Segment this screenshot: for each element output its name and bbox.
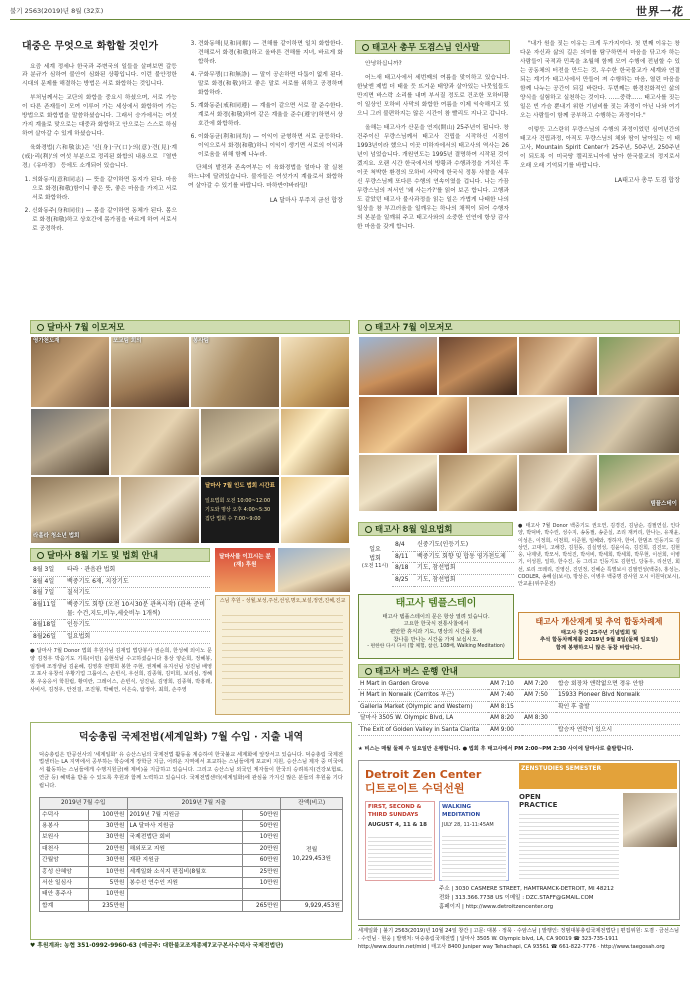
article1-column2: [188, 40, 343, 205]
table-row: 간월암 30만원 재판 지원금 60만원: [40, 855, 343, 866]
photo-temple-roof: [358, 396, 468, 454]
article1-paragraph: 육화경법(六和敬法)은 '신(身)·구(口)·의(意)·견(見)·계(戒)·리(利)'의 여섯 부분으로 정리된 화합의 내용으로 『열반경』《유마경》 등에도 소개되어 있습니다.: [22, 145, 177, 170]
table-row: 합계 235만원 265만원 9,929,453원: [40, 900, 343, 911]
photos1-gallery: [30, 336, 350, 544]
table-row: Galleria Market (Olympic and Western) AM 8:15 확인 후 출발: [358, 701, 680, 712]
table-row: H Mart in Garden Grove AM 7:10 AM 7:20 합승 회장차 앤락없으면 경유 안함: [358, 679, 680, 690]
photo-group: [598, 336, 680, 396]
schedule-tg-title: 태고사 8월 일요법회: [375, 525, 453, 535]
photo-group: [200, 408, 280, 476]
article2-paragraph: 이렇듯 고스란히 무량스님의 수행의 과정이었던 심여년간의 태고사 건립과정, 아직도 무량스님의 체와 땀이 남아있는 이 태고사, Mountain Spirit Center가 25주년, 50주년, 250주년이 되도록 이 미국땅 캘리포니아에 남아 한국불교의 정지로서 오래 오래 기억되기를 바랍니다.: [520, 126, 680, 169]
article1-title: 대중은 무엇으로 화합할 것인가: [22, 41, 159, 52]
article1-item: 5. 계화동준(戒和同遵) — 계율이 같으면 서로 잘 준수한다. 계로서 화경(和敬)하여 같은 계율을 준수(遵守)하면서 상호간에 화합하라.: [198, 102, 343, 129]
bus-section-bar: [358, 664, 680, 678]
bus-title: 태고사 버스 운행 안내: [375, 667, 458, 677]
schedule-dm-section-bar: [30, 548, 210, 562]
photo-hall: [280, 336, 350, 408]
table-row: 8/11 백중기도 회향 및 합동 영가천도제: [392, 551, 514, 563]
article2-paragraph: 어느새 태고사에서 세번째의 여름을 맞이하고 있습니다. 한낮엔 제법 더 태울 듯 뜨거운 태양과 살아있는 나뭇잎들도 만지면 바스락 소리를 내며 부서질 정도로 건조한 모하비황이 일상인 모하비 사막의 화합한 여름을 이제 익숙해지고 있으니 그러 불편하지는 않은 시간이 참 빨리도 지나고 갑니다.: [357, 74, 509, 117]
article2-signature: LA태고사 총무 도겸 합장: [614, 176, 680, 184]
page-footer: 세계일화 | 불기 2563(2019)년 10월 24일 창간 | 고문: 대봉 · 정묵 · 수암스님 | 발행인: 정범대봉총림국제전법단 | 편집위원: 도겸 · 금선스님 · 수연님 · 현웅 | 발행처: 덕숭총림국제전법 | 달마사 3505 W. Olympic blvd, LA, CA 90019 ☎ 323-735-1911 http://www.dourin.net/mid | 태고사 8400 Juniper way Tehachapi, CA 93561 ☎ 661-822-7776 · http://www.taegosah.org: [358, 925, 680, 951]
article2-paragraph: 안녕하십니까?: [365, 61, 402, 67]
finance-box: [30, 722, 352, 940]
photo-memorial: 영가천도재: [30, 336, 110, 408]
photos1-section-title: 달마사 7월 이모저모: [47, 323, 125, 333]
table-row: 8월11일 백중기도 회향 (오전 10시30분 관욕시작) (관욕 준비물: 수건,지도,비누,세숫비누 1개씩): [30, 600, 210, 620]
photo-hall: [438, 336, 518, 396]
dharma-board-list: [215, 595, 350, 715]
sign-title: 달마사 7월 인도 법회 시간표: [205, 483, 275, 489]
article2-paragraph: "내가 원을 짓는 이유는 크게 두가지이다. 첫 번째 이유는 창다운 자신과 삶의 길은 의미를 탐구하면서 마음을 닦고자 하는 사람들이 국적과 민족을 초월해 함께 모여 수행에 전념할 수 있는 공동체의 터전을 만드는 것, 우수한 한국불교가 세계와 연결되는 계기가 태고사에서 만들어 져 수행하는 마음, 열린 마음을 함께 나누는 공간이 되길 바란다. 두번째는 환경친화적인 삶의 양식을 실험하고 실천하는 것이다. ......중략...... 태고사를 짓는 일은 빈 가슴 뿐내기 위한 기념비를 짓는 과정이 아닌 나와 여기 오는 사람들이 함께 공부하고 수행하는 과정이다.": [520, 41, 680, 119]
finance-title: 덕숭총림 국제전법(세계일화) 7월 수입 · 지출 내역: [78, 732, 304, 743]
photo-templestay: 템플스테이: [598, 454, 680, 512]
page-header: [10, 6, 690, 20]
finance-table: 2019년 7월 수입 2019년 7월 지출 잔액(비고) 수덕사 100만원 2019년 7월 지원금 50만원 전월 10,229,453원 용봉사 30만원 LA 달마사 지원금 50만원 보원사 30만원 국제전법단 회비 10만원 대천사 20만원 해외포교 지원 20만원 간월암 30만원 재판 지원금 60만원 홍성 산혜암 10만원 세계일화 소식지 편집비(8월호 25만원 서산 일심사 5만원 봉수선 연수인 지원 10만원 태안 흥주사 10만원 합계 235만원 265만원 9,929,453원: [39, 797, 343, 912]
page-info: 불기 2563(2019)년 8월 (32호): [10, 7, 104, 15]
templestay-box: [358, 594, 514, 659]
zen-semester-banner: ZENSTUDIES SEMESTER: [519, 763, 677, 789]
templestay-lines: 태고사 템플스테이의 문은 항상 열려 있습니다. 고요한 한국식 전통사찰에서 편안한 휴식과 기도, 명상의 시간을 통해 참나를 만나는 시간을 가져 보십시오. - 편한한 다시 다시 (합 체험, 참선, 108배, Walking Meditation): [367, 613, 505, 650]
table-row: 용봉사 30만원 LA 달마사 지원금 50만원: [40, 820, 343, 831]
table-row: 8/18 기도, 참선법회: [392, 563, 514, 575]
photo-group: [438, 454, 518, 512]
photo-group: [568, 396, 680, 454]
photos2-gallery: [358, 336, 680, 512]
article1-item: 1. 의화동지(意和同志) — 뜻을 같이하면 동지가 된다. 마음으로 화경(和敬)함이니 좋은 뜻, 좋은 마음을 가지고 서로서로 화합하라.: [32, 176, 177, 203]
photos2-section-bar: [358, 320, 680, 334]
article1-column1: [22, 40, 177, 238]
table-row: 보원사 30만원 국제전법단 회비 10만원: [40, 832, 343, 843]
table-row: 8/4 신중기도(인등기도): [392, 540, 514, 551]
circle-icon: [365, 324, 372, 331]
photo-volunteers: 봉사팀: [190, 336, 280, 408]
photo-group: [120, 476, 200, 544]
zen-title-en: Detroit Zen Center: [365, 768, 482, 781]
zen-open-practice: OPEN PRACTICE: [519, 793, 558, 810]
schedule-dm-title: 달마사 8월 기도 및 법회 안내: [47, 551, 159, 561]
article1-item: 3. 견화동해(見和同解) — 견해를 같이하면 일치 화합한다. 견해로서 화경(和敬)하고 올바른 견해를 지녀, 바르게 화합하라.: [198, 40, 343, 67]
zen-text-lines: [442, 833, 506, 883]
photo-temple: [358, 336, 438, 396]
table-row: 서산 일심사 5만원 봉수선 연수인 지원 10만원: [40, 877, 343, 888]
dharma-board-sub: 스님 후원 - 성월,보성,주선,선성,명오,보설,정연,진혜,진교: [219, 598, 346, 604]
schedule-tg-table: [392, 540, 514, 587]
photo-group: [30, 408, 110, 476]
photo-zen-center: [623, 793, 677, 847]
bus-table: [358, 679, 680, 736]
article2-column2: [520, 40, 680, 185]
article2-column1: [357, 60, 509, 237]
photo-meeting: 포교팀 회의: [110, 336, 190, 408]
article1-paragraph: 단체의 발전과 존속여부는 이 육화경법을 얼마나 잘 실천하느냐에 달려있습니다. 불자들은 여섯가지 계율로서 화합하여 살아갈 수 있기를 바랍니다. 마하반야바라밀!: [188, 164, 343, 189]
dharma-board-lines: [222, 609, 343, 704]
photo-altar: [280, 408, 350, 476]
zen-sundays-box: FIRST, SECOND & THIRD SUNDAYS AUGUST 4, 11 & 18: [365, 801, 435, 881]
photo-group: [518, 454, 598, 512]
zen-walking-box: WALKING MEDITATION JULY 28, 11-11:45AM: [439, 801, 509, 881]
table-row: 수덕사 100만원 2019년 7월 지원금 50만원 전월 10,229,453원: [40, 809, 343, 820]
article2-section-title: 태고사 총무 도겸스님 인사말: [372, 43, 480, 53]
table-row: 대천사 20만원 해외포교 지원 20만원: [40, 843, 343, 854]
photo-youth: 라홀라 청소년 법회: [30, 476, 120, 544]
photo-group: [110, 408, 200, 476]
circle-icon: [37, 324, 44, 331]
table-row: 태안 흥주사 10만원: [40, 889, 343, 900]
article2-paragraph: 올해는 태고사가 산문을 연지(開山) 25주년이 됩니다. 창건주이신 무량스님께서 태고사 건립을 시작하신 시점이 1993년이라 했으니 이곳 미하자에서의 태고사의 역사는 26년이 넘었습니다. 개원연도는 1995년 결명하여 시작된 것이겠지요. 오랜 시간 한국에서의 방황과 수행과정을 거치신 후 이곳 척박한 환경의 모하비 사막에 한국식 정통 사찰을 세우신 무량스님께 또다른 수행의 연속이였을 겁니다. 나는 가끔 무량스님의 저서인 '왜 사는가?'를 읽어 보곤 합니다. 고행과도 같았던 태고사 불사과정을 읽는 일은 가볍게 나태한 나의 일상을 참 부끄러움을 일깨우는 하나의 채찍이 되어 수행자의 본분을 일깨워 주고 태고사와의 소중한 인연에 항상 감사한 마음을 갖게 합니다.: [357, 124, 509, 230]
photos1-section-bar: [30, 320, 350, 334]
table-row: 8/25 기도, 참선법회: [392, 575, 514, 587]
newspaper-logo: 世界一花: [636, 5, 684, 18]
zen-center-ad: [358, 760, 680, 920]
circle-icon: [37, 552, 44, 559]
photo-gathering: [518, 336, 598, 396]
zen-text-lines: [368, 834, 432, 879]
table-row: 8월 4일 백중기도 6재, 지장기도: [30, 576, 210, 588]
article1-item: 6. 이화동균(利和同均) — 이익이 균형하면 서로 균등하다. 이익으로서 화경(和敬)하니 이익이 생기면 서로의 이익과 이로움을 위해 함께 나누라.: [198, 133, 343, 160]
table-row: 8월18일 인등기도: [30, 620, 210, 632]
dharma-board-banner: 달마사를 이끄시는 분 (재) 후원: [215, 548, 275, 592]
article2-section-bar: [355, 40, 510, 54]
schedule-dm-table: [30, 565, 210, 644]
finance-account: ♥ 후원계좌: 농협 351-0992-9960-63 (예금주: 대한불교조계종제7교구본사수덕사 국제전법단): [30, 943, 284, 949]
templestay-title: 태고사 템플스테이: [395, 598, 477, 609]
schedule-tg-left: 일요 법회 (오전 11시): [361, 546, 389, 569]
memorial-box: [518, 612, 680, 660]
table-row: 8월26일 일요법회: [30, 632, 210, 644]
table-row: 8월 3일 타라 · 관음관 법회: [30, 565, 210, 576]
tg-donor-note: ● 태고사 7월 Donor 백중기도 권오연, 김경진, 김남순, 김필연실, 인다 양, 박덕바, 박수린, 성수지, 송동필, 송준실, 조리 재커리, 한나는, 유재윤, 이성은, 이정희, 이천희, 이준현, 임혜와, 정하자, 한어, 한범조 인등기도 김상인, 고대이, 고해강, 김원동, 김실영성, 김윤이숙, 김진희, 김진모, 김현웅, 나제넷, 박모서, 박석진, 박서비, 박세희, 박세희, 박무현, 이선희, 이병기, 이성원, 일하, 한수진, 등 그리고 인등기도 김현인, 당동우, 리선민, 회선, 로리 크레리, 진영신, 진민정, 진혜순 특별보시 김필연성(백중), 홍성는, COOLER, 송혜실(보시), 방상은, 이병우 백중명 감사원 오시 이원덕(보시), 안교윤(위주문전): [518, 523, 680, 587]
zen-title-ko: 디트로이트 수덕선원: [365, 782, 465, 795]
finance-paragraph: 덕숭총림은 만공선사의 '세계일화' 유 승산스님의 국제전법 활동을 계승하여 한국불교 세계화에 앞장서고 있습니다. 덕숭총림 국제전법센터는 LA 지역에서 공부하는 학승에게 장학금 지급, 어려운 지역에서 포교하는 스님들에게 포교비 지원, 승산스님 제자 중 미국에서 활동하는 스님들에게 수행지원금(해 제비)을 지급하고 있습니다. 그리고 승산스님 외국인 제자들이 한국의 승려복지(건강보험료, 연금 등) 혜택을 받을 수 있도록 후원과 함께 노력하고 있습니다. 국제전법센터(세계일화)에 관심을 가지신 많은 분들의 후원을 기다립니다.: [39, 751, 343, 790]
article1-item: 4. 구화무쟁(口和無諍) — 말이 공손하면 다툼이 없게 된다. 말로 화경(和敬)하고 좋은 말로 서로를 위하고 공경하며 화합하라.: [198, 71, 343, 98]
bus-note: ★ 비스는 매월 둘째 주 일요일만 운행합니다. ● 법회 후 태고사에서 PM 2:00~PM 2:30 사이에 달마사로 출발합니다.: [358, 746, 634, 752]
photo-group: [358, 454, 438, 512]
memorial-title: 태고사 개산재계 및 추억 합동차례제: [535, 617, 663, 626]
sign-lines: 일요법회 오전 10:00~12:00 기도와 명상 오후 4:00~5:30 집단 법회 수 7:00~9:00: [205, 497, 271, 522]
photo-schedule-sign: [200, 476, 280, 544]
zen-contact: 주소 | 3030 CASMERE STREET, HAMTRAMCK-DETROIT, MI 48212 전화 | 313.366.7738 US 이메일 : DZC.STAFF@GMAIL.COM 홈페이지 | http://www.detroitzencenter.org: [439, 886, 614, 910]
photo-ceremony: [468, 396, 568, 454]
table-row: 8월 7일 칠석기도: [30, 588, 210, 600]
zen-text-lines: [519, 811, 619, 881]
circle-icon: [362, 44, 369, 51]
table-row: The Exit of Golden Valley in Santa Clarita AM 9:00 탑승자 연락이 있으시: [358, 724, 680, 735]
article1-paragraph: 요즘 세계 정세나 한국과 주변국의 일들을 살펴보면 갈등과 분규가 심하여 불안이 심화된 상황입니다. 이런 불안정한 시대의 문제를 해결하는 방법은 서로 화합하는 것입니다.: [22, 63, 177, 88]
memorial-lines: 태고사 창건 25주년 기념법회 및 추석 합동차례제를 2019년 9월 8일(둘째 일요일) 함께 봉행하오니 많은 동참 바랍니다.: [539, 629, 659, 651]
circle-icon: [365, 526, 372, 533]
photos2-section-title: 태고사 7월 이모저모: [375, 323, 453, 333]
photo-buddha: [280, 476, 350, 544]
article1-paragraph: 부처님께서는 교단의 화합을 중요시 하셨으며, 서로 가능이 다른 존재들이 모여 이루어 가는 세상에서 화합하여 가는 방법으로 화합법을 말씀하셨습니다. 그래서 승가에서는 여섯가지 계율로 맞으로는 대중과 화합하고 안으로는 스스로 하심하여 살아갈 수 있게 하셨습니다.: [22, 95, 177, 138]
table-row: 달마사 3505 W. Olympic Blvd, LA AM 8:20 AM 8:30: [358, 713, 680, 724]
table-row: H Mart in Norwalk (Cerritos 부근) AM 7:40 AM 7:50 15933 Pioneer Blvd Norwalk: [358, 690, 680, 701]
schedule-tg-section-bar: [358, 522, 513, 536]
table-row: 홍성 산혜암 10만원 세계일화 소식지 편집비(8월호 25만원: [40, 866, 343, 877]
article1-signature: LA 달마사 부주지 금선 합장: [269, 196, 343, 204]
article1-item: 2. 신화동주(身和同住) — 몸을 같이하면 동체가 된다. 몸으로 화경(和敬)하고 상호간에 몸가짐을 바르게 하여 서로서로 공경하라.: [32, 207, 177, 234]
dm-donor-note: ● 달마사 7월 Donor 법회 후원자님 김재업 법당봉사 권순희, 한성혜 외이노 문양 김정우 박음기도 기록(이민) 음현석님 수고하셨습니다 홍상 양순희, 정혜봉, 임정배 조정생님 김윤혜, 김영휴 권명희 봉한 주현, 권계혜 유지선님 성진님 배영고 포사 유창석 우황기업 그룹이스, 손빈식, 우선희, 김종혁, 김미희, 보리심, 정혜봉 우웅응서 학원립, 황미란, 그레이스, 손빈식, 성진님, 김영희, 김종혁, 박홍래, 사비서, 김정우, 안전걸, 조진형, 박혜연, 이은숙, 탑정아, 최희, 손주영: [30, 648, 212, 693]
photo-dharma-temple: [278, 548, 350, 592]
circle-icon: [365, 668, 372, 675]
